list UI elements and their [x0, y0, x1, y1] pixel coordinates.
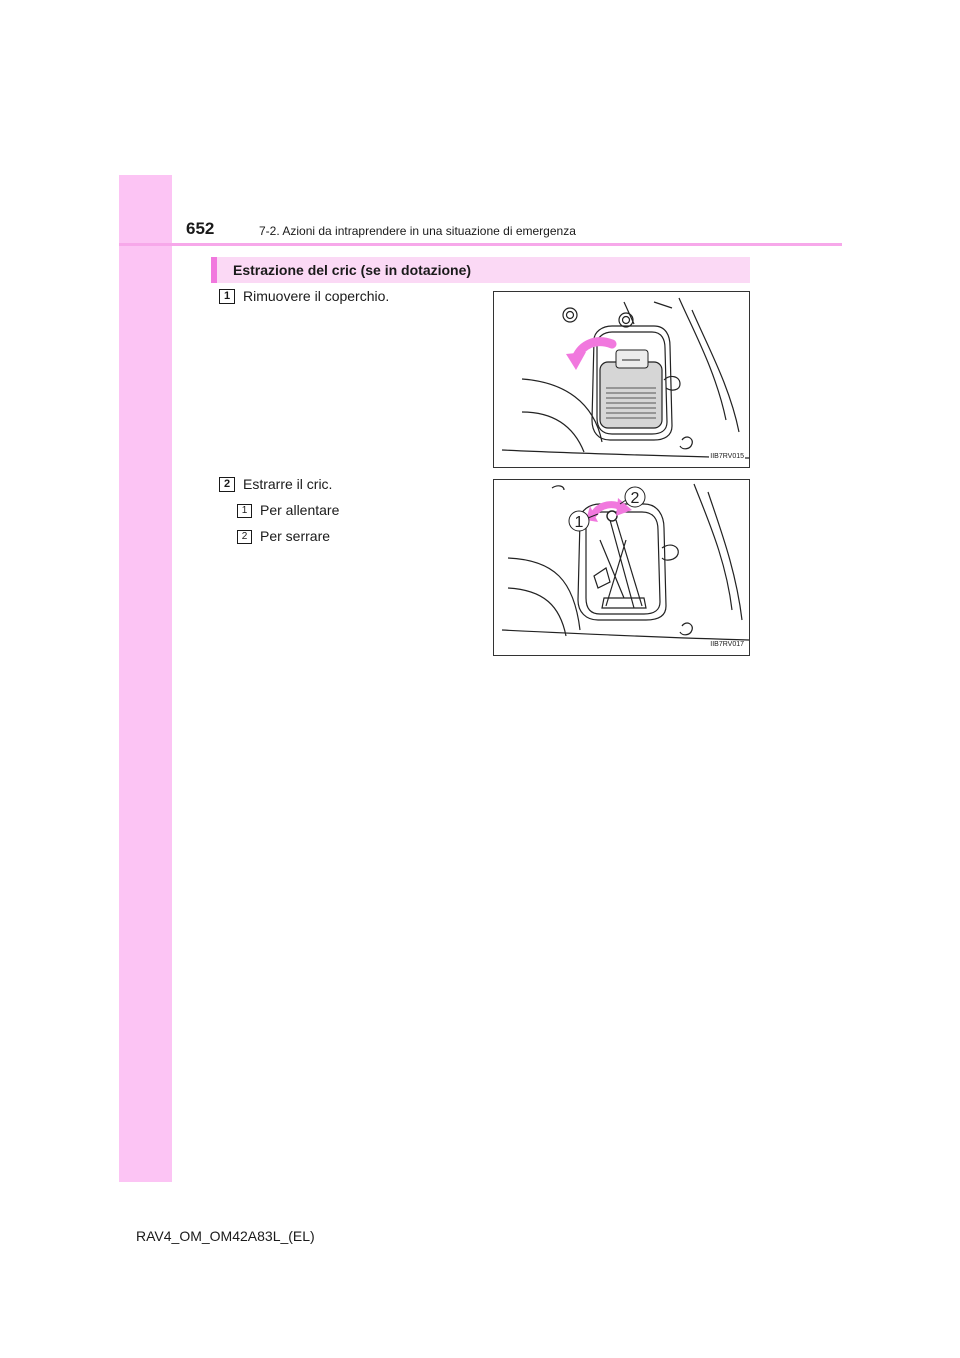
callout-2: 2	[630, 490, 640, 507]
header-rule	[119, 243, 842, 246]
figure-remove-cover	[493, 291, 750, 468]
step-1-text: Rimuovere il coperchio.	[243, 288, 390, 304]
section-heading: Estrazione del cric (se in dotazione)	[233, 262, 472, 278]
sub-step-2-badge: 2	[237, 530, 252, 544]
remove-jack-illustration	[494, 480, 750, 656]
figure-code: IIB7RV015	[710, 453, 744, 460]
page-number: 652	[186, 219, 215, 238]
section-heading-bar	[211, 257, 750, 283]
step-1-badge: 1	[219, 289, 235, 304]
sub-step-1-text: Per allentare	[260, 502, 340, 518]
sub-step-2-text: Per serrare	[260, 528, 331, 544]
sub-step-1-badge: 1	[237, 504, 252, 518]
step-2-text: Estrarre il cric.	[243, 476, 333, 492]
step-2-badge: 2	[219, 477, 235, 492]
section-title: 7-2. Azioni da intraprendere in una situazione di emergenza	[259, 224, 576, 238]
manual-code: RAV4_OM_OM42A83L_(EL)	[136, 1228, 315, 1244]
side-band	[119, 175, 172, 1182]
callout-1: 1	[574, 514, 584, 531]
figure-code: IIB7RV017	[710, 641, 744, 648]
figure-remove-jack	[493, 479, 750, 656]
remove-cover-illustration	[494, 292, 750, 468]
